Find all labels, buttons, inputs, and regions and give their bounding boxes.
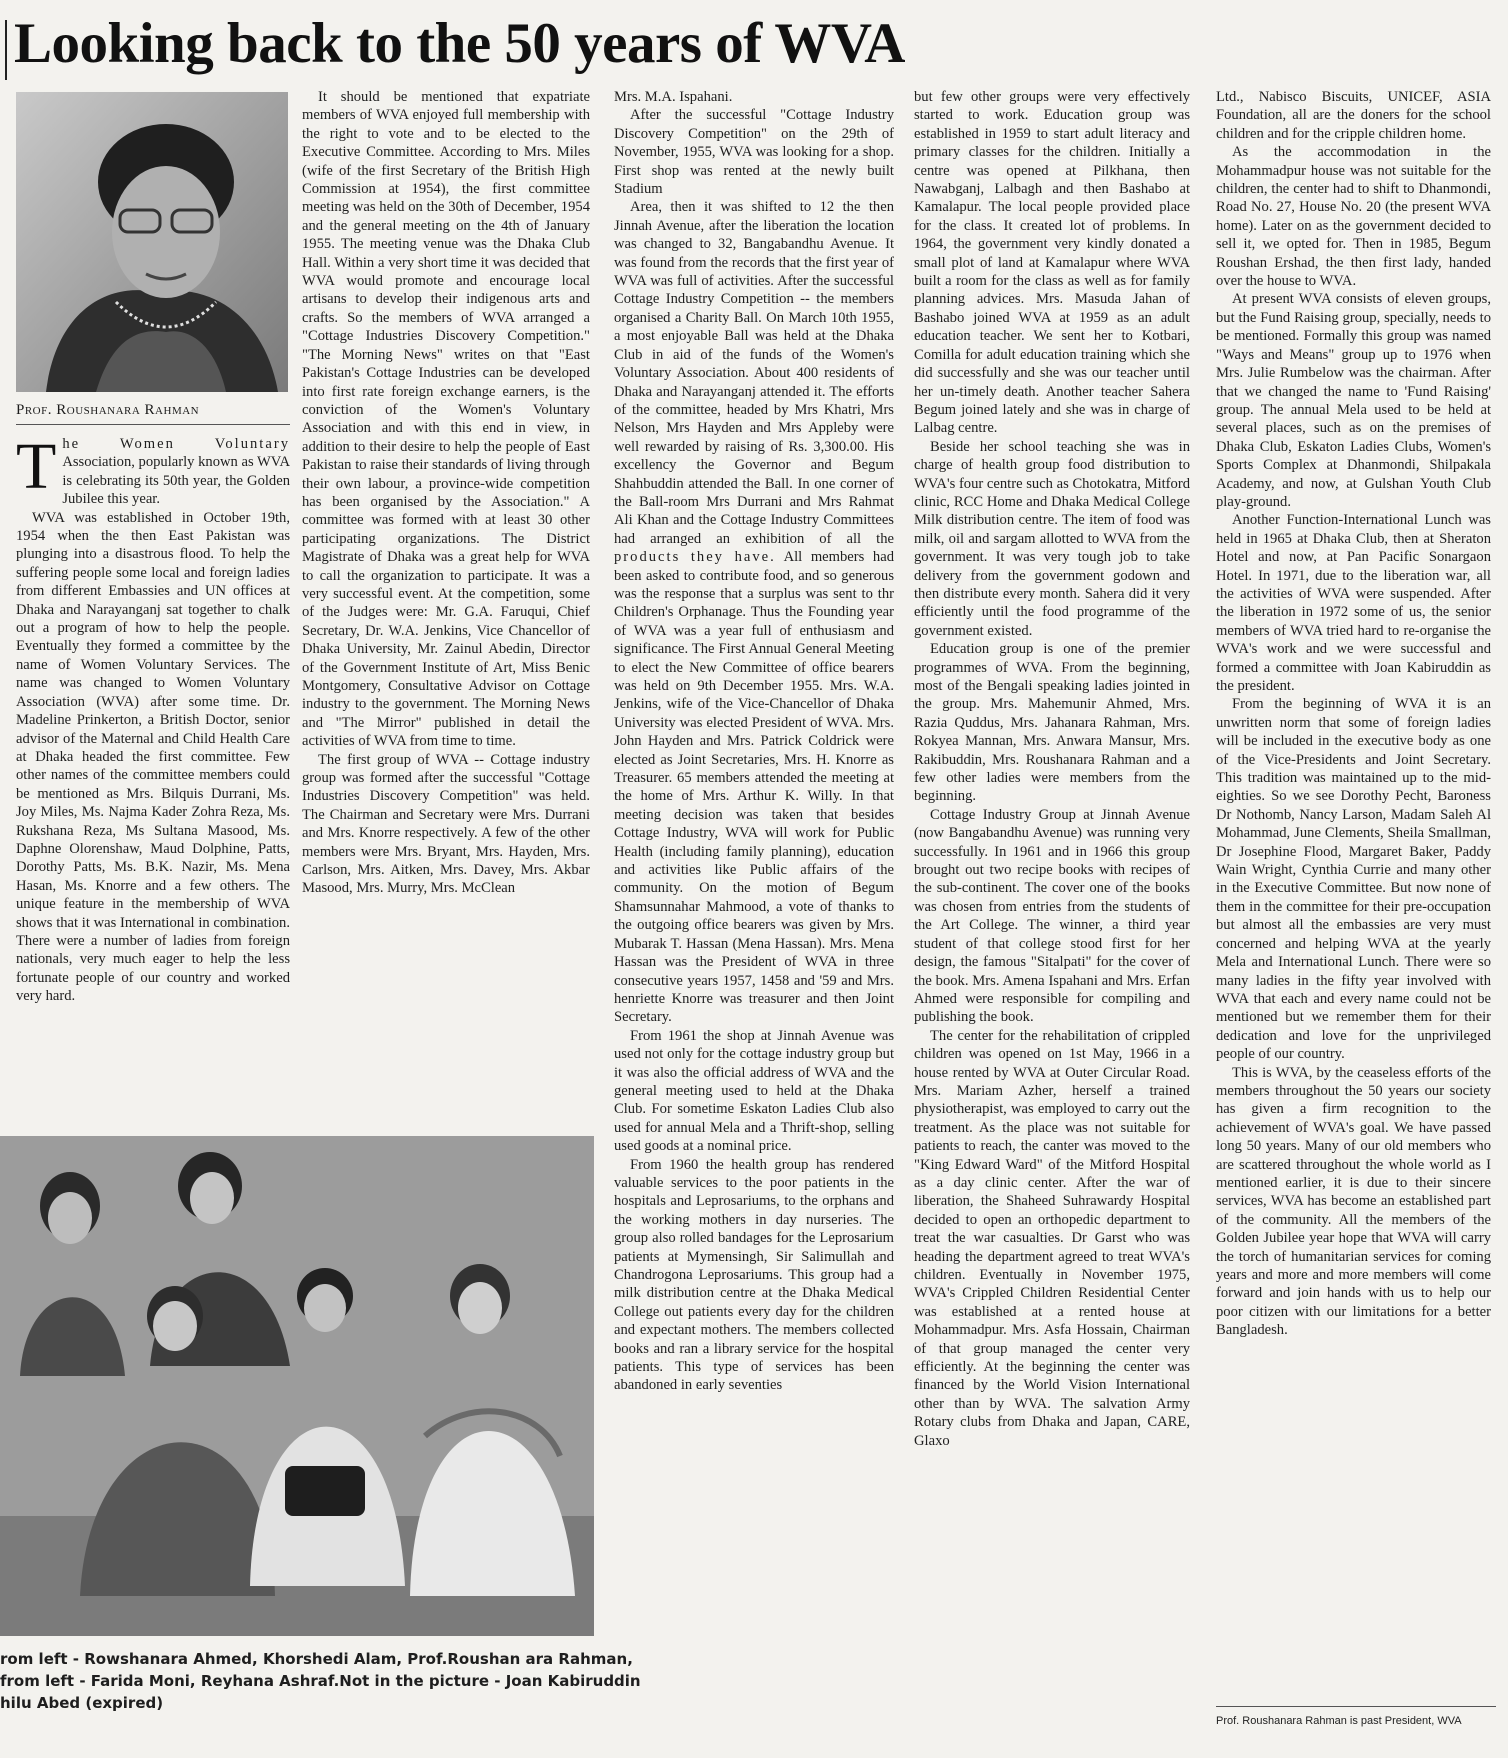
paragraph: Mrs. M.A. Ispahani. bbox=[614, 89, 733, 105]
lead-paragraph bbox=[16, 435, 290, 509]
paragraph: Ltd., Nabisco Biscuits, UNICEF, ASIA Foundation, all are the doners for the school children and for the cripple children home. bbox=[1216, 89, 1491, 142]
headline: Looking back to the 50 years of WVA bbox=[14, 12, 905, 75]
article-column-4 bbox=[914, 88, 1190, 1728]
caption-line: from left - Farida Moni, Reyhana Ashraf.Not in the picture - Joan Kabiruddin bbox=[0, 1672, 641, 1690]
paragraph: This is WVA, by the ceaseless efforts of the members throughout the 50 years our society has given a firm recognition to the achievement of WVA's goal. We have passed long 50 years. Many of our old members who are scattered throughout the whole world as I mentioned earlier, it is due to their sincere services, WVA has become an established part of the community. All the members of the Golden Jubilee year hope that WVA will carry the torch of humanitarian services for coming years and more and more members will come forward and join hands with us to help our poor citizen with our limitations for a better Bangladesh. bbox=[1216, 1064, 1491, 1339]
lead-spaced-text: he Women Voluntary bbox=[62, 436, 290, 452]
article-column-5 bbox=[1216, 88, 1491, 1680]
byline: Prof. Roushanara Rahman bbox=[16, 398, 290, 425]
paragraph: Cottage Industry Group at Jinnah Avenue (now Bangabandhu Avenue) was running very successfully. In 1961 and in 1966 this group brought out two recipe books with recipes of the sub-continent. The cover one of the books was chosen from entries from the students of the Art College. The winner, a third year student of that college stood first for her design, the famous "Sitalpati" for the cover of the book. Mrs. Amena Ispahani and Mrs. Erfan Ahmed were responsible for compiling and publishing the book. bbox=[914, 806, 1190, 1026]
paragraph: From the beginning of WVA it is an unwritten norm that some of foreign ladies will be included in the executive body as one of the Vice-Presidents and Joint Secretary. This tradition was maintained up to the mid-eighties. So we see Dorothy Pecht, Baroness Dr Nothomb, Nancy Larson, Madam Saleh Al Mohammad, June Clements, Sheila Smallman, Dr Josephine Flood, Margaret Baker, Paddy Wain Wright, Cynthia Currie and many other in the Executive Committee. But now none of them in the committee for their pre-occupation but almost all the embassies are very must concerned and helping WVA at the yearly Mela and International Lunch. There were so many ladies in the fifty year involved with WVA that each and every name could not be mentioned but we remember them for their dedication and love for the unprivileged people of our country. bbox=[1216, 696, 1491, 1063]
photo-caption bbox=[0, 1648, 641, 1714]
paragraph: Another Function-International Lunch was held in 1965 at Dhaka Club, then at Sheraton Hotel and now, at Pan Pacific Sonargaon Hotel. In 1971, due to the liberation war, all the activities of WVA were suspended. After the liberation in 1972 some of us, the senior members of WVA tried hard to re-organise the WVA's work and we were successful and formed a committee with Joan Kabiruddin as the president. bbox=[1216, 512, 1491, 694]
article-column-2 bbox=[302, 88, 590, 1122]
paragraph: As the accommodation in the Mohammadpur house was not suitable for the children, the center had to shift to Dhanmondi, Road No. 27, House No. 20 (the present WVA home). Later on as the government decided to sell it, we opted for. Then in 1985, Begum Roushan Ershad, the then first lady, handed over the house to WVA. bbox=[1216, 144, 1491, 290]
paragraph: Beside her school teaching she was in charge of health group food distribution to WVA's four centre such as Chotokatra, Mitford clinic, RCC Home and Dhaka Medical College Milk distribution centre. The item of food was milk, oil and sargam allotted to WVA from the government. It was very tough job to take delivery from the government godown and then distribute every month. Sahera did it very efficiently until the food programme of the government existed. bbox=[914, 438, 1190, 639]
paragraph: Education group is one of the premier programmes of WVA. From the beginning, most of the Bengali speaking ladies jointed in the group. Mrs. Mahemunir Ahmed, Mrs. Razia Quddus, Mrs. Jahanara Rahman, Mrs. Rokyea Mannan, Mrs. Anwara Mansur, Mrs. Rakibuddin, Mrs. Roushanara Rahman and a few other ladies were members from the beginning. bbox=[914, 641, 1190, 805]
paragraph: From 1960 the health group has rendered valuable services to the poor patients in the hospitals and Leprosariums, to the orphans and the working mothers in day nurseries. The group also rolled bandages for the Leprosarium patients at Mymensingh, Sir Salimullah and Chandrogona Leprosariums. This group had a milk distribution centre at the Dhaka Medical College out patients every day for the children and expectant mothers. The members collected books and ran a library service for the hospital patients. This type of services has been abandoned in early seventies bbox=[614, 1156, 894, 1394]
paragraph: but few other groups were very effectively started to work. Education group was established in 1959 to start adult literacy and primary classes for the children. Initially a centre was opened at Pilkhana, then Nawabganj, Lalbagh and then Bashabo at Kamalapur. The local people provided place for the class. It created lot of problems. In 1964, the government very kindly donated a small plot of land at Kamalapur where WVA built a room for the class as well as for family planning advices. Mrs. Masuda Jahan of Bashabo joined WVA at 1959 as an adult education teacher. We sent her to Kotbari, Comilla for adult education training which she did successfully and she was our teacher until her un-timely death. Another teacher Sahera Begum joined lately and she was in charge of Lalbag centre. bbox=[914, 89, 1190, 437]
drop-cap: T bbox=[16, 435, 57, 503]
paragraph-text: Area, then it was shifted to 12 the then Jinnah Avenue, after the liberation the location was changed to 32, Bangabandhu Avenue. It was found from the records that the first year of WVA was full of activities. After the successful Cottage Industry Competition -- the members organised a Charity Ball. On March 10th 1955, a most enjoyable Ball was held at the Dhaka Club in aid of the funds of the Women's Voluntary Association. About 400 residents of Dhaka and Narayanganj attended it. The efforts of the committee, headed by Mrs Khatri, Mrs Nelson, Mrs Hayden and Mrs Appleby were well rewarded by raising of Rs. 3,300.00. His excellency the Governor and Begum Shahbuddin attended the Ball. In one corner of the Ball-room Mrs Durrani and Mrs Rahmat Ali Khan and the Cottage Industry Committees had arranged an exhibition of all the bbox=[614, 199, 894, 547]
group-photo bbox=[0, 1136, 594, 1636]
paragraph bbox=[614, 198, 894, 1026]
paragraph: The first group of WVA -- Cottage industry group was formed after the successful "Cottage Industries Discovery Competition" was held. The Chairman and Secretary were Mrs. Durrani and Mrs. Knorre respectively. A few of the other members were Mrs. Bryant, Mrs. Hayden, Mrs. Carlson, Mrs. Aitken, Mrs. Davey, Mrs. Akbar Masood, Mrs. Murry, Mrs. McClean bbox=[302, 751, 590, 897]
caption-line: hilu Abed (expired) bbox=[0, 1694, 164, 1712]
article-column-1 bbox=[16, 435, 290, 1115]
page-edge-rule bbox=[5, 20, 7, 80]
author-note: Prof. Roushanara Rahman is past President, WVA bbox=[1216, 1706, 1496, 1729]
portrait-photo bbox=[16, 92, 288, 392]
caption-line: rom left - Rowshanara Ahmed, Khorshedi Alam, Prof.Roushan ara Rahman, bbox=[0, 1650, 633, 1668]
spaced-text: products they have. bbox=[614, 549, 776, 566]
paragraph: The center for the rehabilitation of crippled children was opened on 1st May, 1966 in a house rented by WVA at Outer Circular Road. Mrs. Mariam Azher, herself a trained physiotherapist, was employed to carry out the treatment. As the place was not suitable for patients to reach, the canter was moved to the "King Edward Ward" of the Mitford Hospital as a day clinic center. After the war of liberation, the Shaheed Suhrawardy Hospital decided to open an orthopedic department to treat the war casualties. Dr Garst who was heading the department agreed to treat WVA's children. Eventually in November 1975, WVA's Crippled Children Residential Center was established at a rented house at Mohammadpur. Mrs. Asfa Hossain, Chairman of that group managed the center very efficiently. At the beginning the center was financed by the World Vision International other than by WVA. The salvation Army Rotary clubs from Dhaka and Japan, CARE, Glaxo bbox=[914, 1027, 1190, 1449]
article-column-3 bbox=[614, 88, 894, 1728]
paragraph: At present WVA consists of eleven groups, but the Fund Raising group, specially, needs to be mentioned. Formally this group was named "Ways and Means" group up to 1976 when Mrs. Julie Rumbelow was the chairman. After that we changed the name to 'Fund Raising' group. The annual Mela used to be held at several places, such as on the premises of Dhaka Club, Eskaton Ladies Clubs, Women's Sports Complex at Dhanmondi, Shilpakala Academy, and now, at Gulshan Youth Club play-ground. bbox=[1216, 291, 1491, 510]
paragraph: It should be mentioned that expatriate members of WVA enjoyed full membership with the right to vote and to be elected to the Executive Committee. According to Mrs. Miles (wife of the first Secretary of the British High Commission at 1954), the first committee meeting was held on the 30th of December, 1954 and the general meeting on the 4th of January 1955. The meeting venue was the Dhaka Club Hall. Within a very short time it was decided that WVA would promote and encourage local artisans to develop their indigenous arts and crafts. So the members of WVA arranged a "Cottage Industries Discovery Competition." "The Morning News" writes on that "East Pakistan's Cottage Industries can be developed into first rate foreign exchange earners, is the conviction of the Women's Voluntary Association and with this end in view, in addition to their desire to help the people of East Pakistan to raise their standards of living through their own labour, a province-wide competition has been organised by the Association." A committee was formed with at least 30 other participating organizations. The District Magistrate of Dhaka was a great help for WVA to call the organization to participate. It was a very successful event. At the competition, some of the Judges were: Mr. G.A. Faruqui, Chief Secretary, Dr. W.A. Jenkins, Vice Chancellor of Dhaka University, Mr. Zainul Abedin, Director of the Government Institute of Art, Miss Benic Montgomery, Consultative Advisor on Cottage industry to the government. The Morning News and "The Mirror" published in detail the activities of WVA from time to time. bbox=[302, 89, 590, 750]
paragraph: WVA was established in October 19th, 1954 when the then East Pakistan was plunging into a disastrous flood. To help the suffering people some local and foreign ladies from different Embassies and UN offices at Dhaka and Narayanganj sat together to chalk out a program of how to help the people. Eventually they formed a committee by the name of Women Voluntary Services. The name was changed to Women Voluntary Association (WVA) after some time. Dr. Madeline Prinkerton, a British Doctor, senior advisor of the Maternal and Child Health Care at Dhaka headed the first committee. Few other names of the committee members could be mentioned as Mrs. Bilquis Durrani, Ms. Joy Miles, Ms. Najma Kader Zohra Reza, Ms. Rukshana Reza, Ms Sultana Masood, Ms. Daphne Olorenshaw, Maud Dolphine, Patts, Dorothy Patts, Ms. B.K. Nazir, Ms. Mena Hasan, Ms. Knorre and a few others. The unique feature in the membership of WVA shows that it was International in combination. There were a number of ladies from foreign nationals, very much eager to help the less fortunate people of our country and worked very hard. bbox=[16, 509, 290, 1005]
paragraph: After the successful "Cottage Industry Discovery Competition" on the 29th of November, 1955, WVA was looking for a shop. First shop was rented at the newly built Stadium bbox=[614, 107, 894, 198]
paragraph-text: All members had been asked to contribute food, and so generous was the response that a surplus was sent to thr Children's Orphanage. Thus the Founding year of WVA was a year full of enthusiasm and significance. The First Annual General Meeting to elect the New Committee of office bearers was held on 9th December 1955. Mrs. W.A. Jenkins, wife of the Vice-Chancellor of Dhaka University was elected President of WVA. Mrs. John Hayden and Mrs. Patrick Coldrick were elected as Joint Secretaries, Mrs. H. Knorre as Treasurer. 65 members attended the meeting at the home of Mrs. Arthur K. Willy. In that meeting decision was taken that besides Cottage Industry, WVA will work for Public Health (including family planning), education and activities like Public affairs of the community. On the motion of Begum Shamsunnahar Mahmood, a vote of thanks to the outgoing office bearers was given by Mrs. Mubarak T. Hassan (Mena Hassan). Mrs. Mena Hassan was the President of WVA in three consecutive years 1957, 1458 and '59 and Mrs. henriette Knorre was treasurer and then Joint Secretary. bbox=[614, 549, 894, 1026]
paragraph: From 1961 the shop at Jinnah Avenue was used not only for the cottage industry group but it was also the official address of WVA and the general meeting used to held at the Dhaka Club. For sometime Eskaton Ladies Club also used for annual Mela and a Thrift-shop, selling used goods at a nominal price. bbox=[614, 1027, 894, 1155]
lead-text: Association, popularly known as WVA is celebrating its 50th year, the Golden Jubilee this year. bbox=[62, 454, 290, 508]
